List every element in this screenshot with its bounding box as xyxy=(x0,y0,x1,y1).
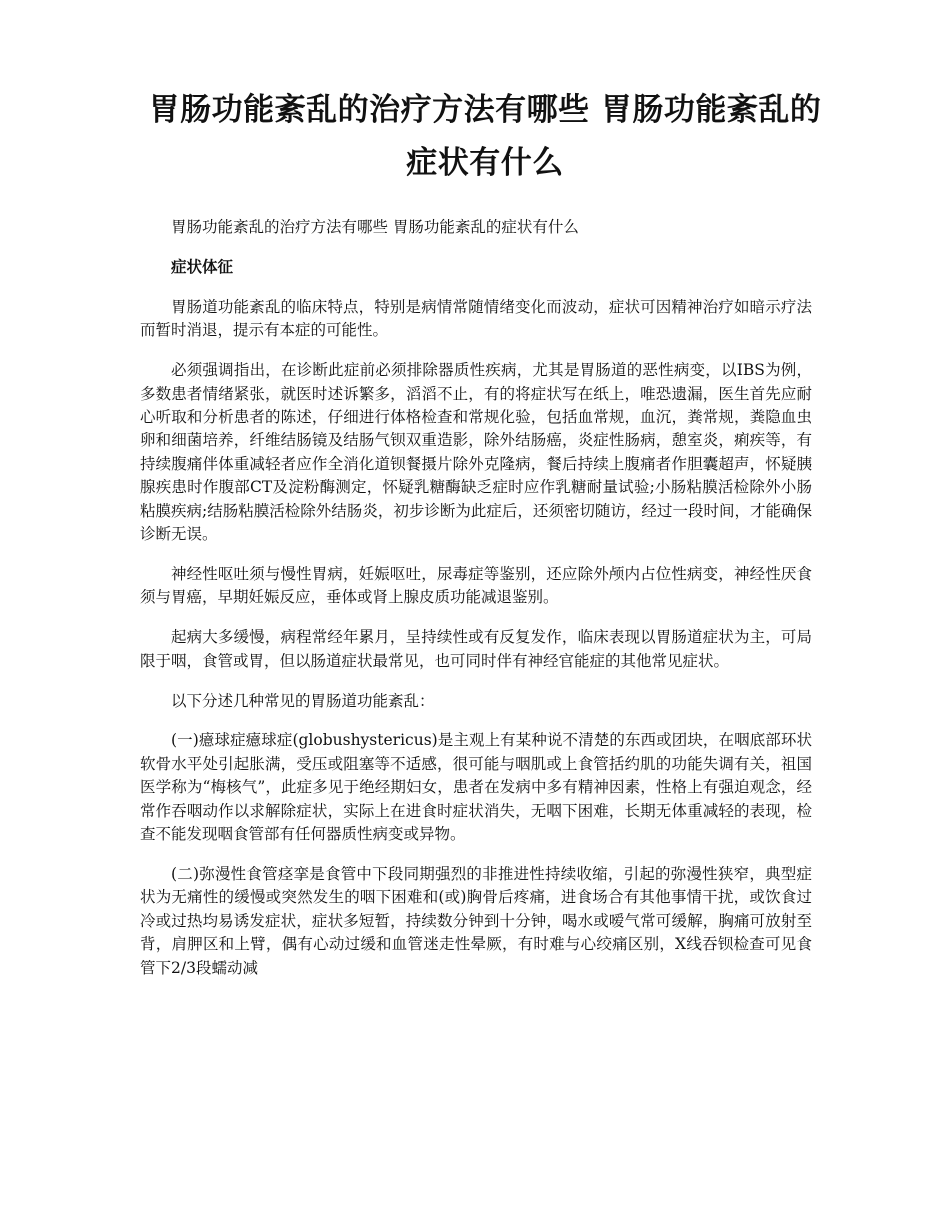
paragraph: 以下分述几种常见的胃肠道功能紊乱： xyxy=(171,691,435,710)
paragraph: 神经性呕吐须与慢性胃病，妊娠呕吐，尿毒症等鉴别，还应除外颅内占位性病变，神经性厌食须与胃癌，早期妊娠反应，垂体或肾上腺皮质功能减退鉴别。 xyxy=(140,564,812,607)
paragraph: 起病大多缓慢，病程常经年累月，呈持续性或有反复发作，临床表现以胃肠道症状为主，可局限于咽，食管或胃，但以肠道症状最常见，也可同时伴有神经官能症的其他常见症状。 xyxy=(140,628,812,670)
paragraph: (一)癔球症癔球症(globushystericus)是主观上有某种说不清楚的东西或团块，在咽底部环状软骨水平处引起胀满，受压或阻塞等不适感，很可能与咽肌或上食管括约肌的功能失调有关，祖国医学称为“梅核气”，此症多见于绝经期妇女，患者在发病中多有精神因素，性格上有强迫观念，经常作吞咽动作以求解除症状，实际上在进食时症状消失，无咽下困难，长期无体重减轻的表现，检查不能发现咽食管部有任何器质性病变或异物。 xyxy=(140,731,812,844)
document-body xyxy=(140,216,812,996)
section-heading: 症状体征 xyxy=(171,257,234,276)
subtitle-line: 胃肠功能紊乱的治疗方法有哪些 胃肠功能紊乱的症状有什么 xyxy=(171,218,579,236)
paragraph: 胃肠道功能紊乱的临床特点，特别是病情常随情绪变化而波动，症状可因精神治疗如暗示疗法而暂时消退，提示有本症的可能性。 xyxy=(140,297,812,340)
document-title: 胃肠功能紊乱的治疗方法有哪些 胃肠功能紊乱的症状有什么 xyxy=(148,92,822,181)
paragraph: 必须强调指出，在诊断此症前必须排除器质性疾病，尤其是胃肠道的恶性病变，以IBS为例，多数患者情绪紧张，就医时述诉繁多，滔滔不止，有的将症状写在纸上，唯恐遗漏，医生首先应耐心听取和分析患者的陈述，仔细进行体格检查和常规化验，包括血常规，血沉，粪常规，粪隐血虫卵和细菌培养，纤维结肠镜及结肠气钡双重造影，除外结肠癌，炎症性肠病，憩室炎，痢疾等，有持续腹痛伴体重减轻者应作全消化道钡餐摄片除外克隆病，餐后持续上腹痛者作胆囊超声，怀疑胰腺疾患时作腹部CT及淀粉酶测定，怀疑乳糖酶缺乏症时应作乳糖耐量试验;小肠粘膜活检除外小肠粘膜疾病;结肠粘膜活检除外结肠炎，初步诊断为此症后，还须密切随访，经过一段时间，才能确保诊断无误。 xyxy=(140,361,812,543)
paragraph: (二)弥漫性食管痉挛是食管中下段同期强烈的非推进性持续收缩，引起的弥漫性狭窄，典型症状为无痛性的缓慢或突然发生的咽下困难和(或)胸骨后疼痛，进食场合有其他事情干扰，或饮食过冷或过热均易诱发症状，症状多短暂，持续数分钟到十分钟，喝水或嗳气常可缓解，胸痛可放射至背，肩胛区和上臂，偶有心动过缓和血管迷走性晕厥，有时难与心绞痛区别，X线吞钡检查可见食管下2/3段蠕动减 xyxy=(140,864,812,977)
